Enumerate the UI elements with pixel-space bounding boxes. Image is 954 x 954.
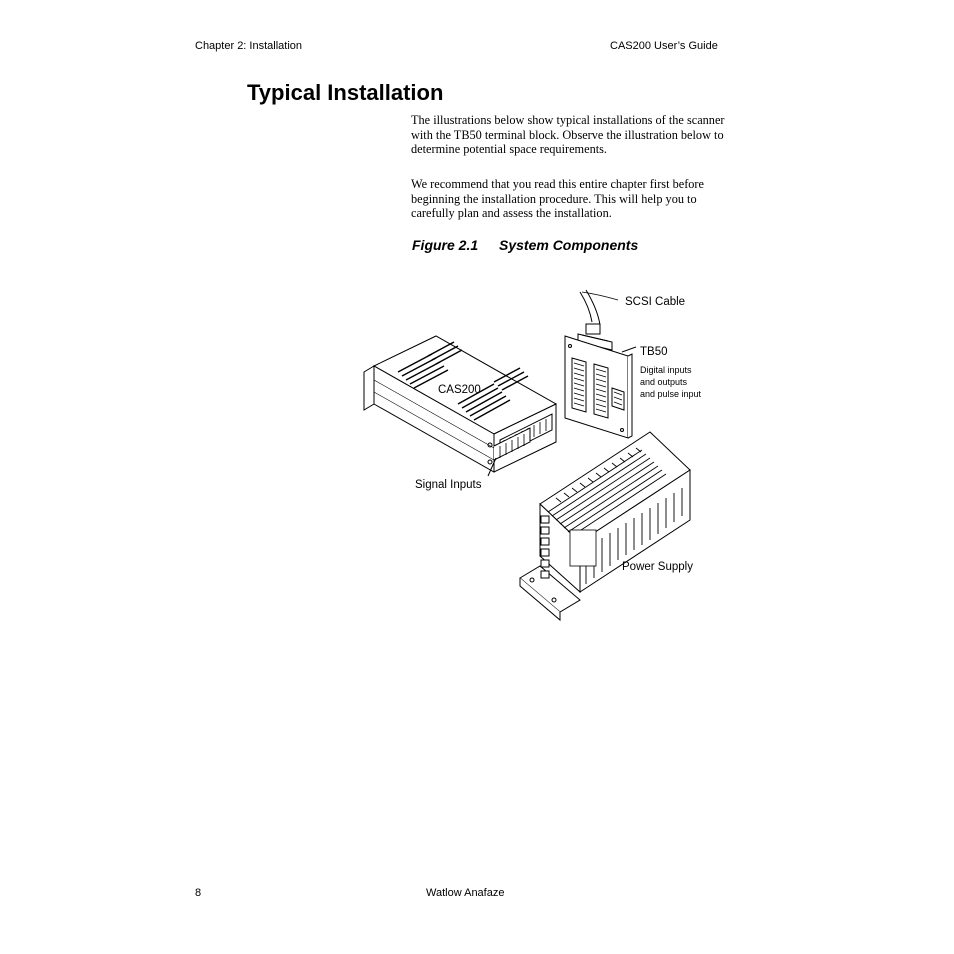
paragraph-intro: The illustrations below show typical installations of the scanner with the TB50 terminal block. Observe the illustration below to determine potential space requirements. <box>411 113 725 157</box>
label-tb50-desc-3: and pulse input <box>640 389 702 399</box>
header-guide-title: CAS200 User’s Guide <box>610 40 718 52</box>
label-tb50: TB50 <box>640 346 668 358</box>
header-chapter: Chapter 2: Installation <box>195 40 303 52</box>
label-power-supply: Power Supply <box>622 561 693 573</box>
label-signal-inputs: Signal Inputs <box>415 479 482 491</box>
footer-page-number: 8 <box>195 887 202 899</box>
paragraph-recommend: We recommend that you read this entire chapter first before beginning the installation procedure. This will help you to carefully plan and assess the installation. <box>411 177 704 221</box>
page-title: Typical Installation <box>247 80 444 105</box>
figure-title: System Components <box>499 237 639 253</box>
cas200-scanner-drawing <box>364 336 556 476</box>
label-tb50-desc-1: Digital inputs <box>640 365 692 375</box>
footer-company: Watlow Anafaze <box>426 887 505 899</box>
tb50-board-drawing <box>565 336 636 438</box>
scsi-cable-drawing <box>578 290 618 350</box>
figure-number: Figure 2.1 <box>412 237 479 253</box>
label-cas200: CAS200 <box>438 384 481 396</box>
power-supply-drawing <box>520 432 690 620</box>
label-scsi-cable: SCSI Cable <box>625 296 686 308</box>
label-tb50-desc-2: and outputs <box>640 377 688 387</box>
